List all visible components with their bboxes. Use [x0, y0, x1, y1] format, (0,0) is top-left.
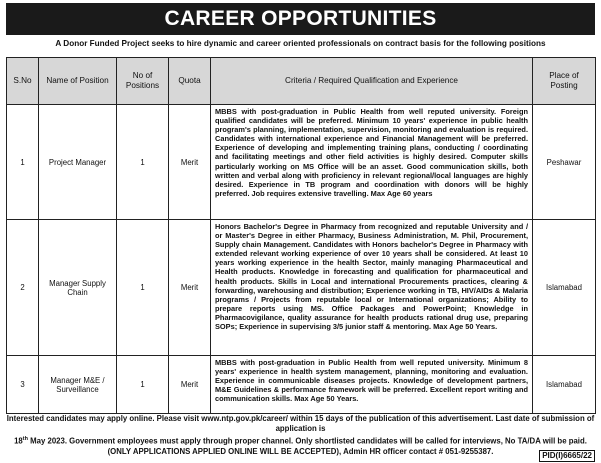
cell-place: Peshawar — [533, 105, 596, 220]
cell-position: Manager M&E / Surveillance — [39, 356, 117, 414]
cell-criteria: Honors Bachelor's Degree in Pharmacy from recognized and reputable University and / or Master's Degree in either Pharmacy, Business Administration, M. Phil, Procurement, Supply chain Management. Candidates with Honors bachelor's Degree in Pharmacy with extended relevant working experience of over 10 years shall be considered. At least 10 years working experience in the health Sector, mainly managing Pharmaceutical and Health products. Knowledge in forecasting and qualification for pharmaceutical and health products. Skills in Local and international Procurements practices, clearing & forwarding, warehousing and distribution; Experience working in TB, HIV/AIDs & Malaria programs / Projects from reputable local or International organizations; Ability to prepare reports using MS. Office Packages and PowerPoint; Knowledge in Pharmacovigilance, quality assurance for health products rational drug use, preparing SOPs; Experience in supervising 3/5 junior staff & mentoring. Max Age 50 Years. — [211, 220, 533, 356]
cell-position: Project Manager — [39, 105, 117, 220]
footer-line-1: Interested candidates may apply online. Please visit www.ntp.gov.pk/career/ within 15 days of the publication of this advertisement. Last date of submission of application is — [6, 414, 595, 434]
cell-sno: 3 — [7, 356, 39, 414]
cell-criteria: MBBS with post-graduation in Public Health from well reputed university. Foreign qualified candidates will be preferred. Minimum 10 years' experience in public health program's planning, implementation, supervision, monitoring and evaluation is required. Candidates with international experience and Financial Management will be preferred. Experience of developing and implementing training plans, conducting / coordinating and facilitating meetings and other field activities is highly desired. Computer skills particularly working on MS Office will be an asset. Good communication skills, both written and verbal along with proficiency in relevant regional/local languages are highly desired. Experience in TB program and coordination with donors will be highly preferred. Job requires extensive travelling. Max Age 60 years — [211, 105, 533, 220]
cell-quota: Merit — [169, 356, 211, 414]
application-instructions — [6, 414, 595, 457]
cell-place: Islamabad — [533, 220, 596, 356]
cell-count: 1 — [117, 105, 169, 220]
table-header-row — [7, 58, 596, 105]
column-header-place: Place of Posting — [533, 58, 596, 105]
cell-count: 1 — [117, 220, 169, 356]
positions-table — [6, 57, 596, 414]
table-row — [7, 356, 596, 414]
deadline-day: 18 — [14, 437, 23, 446]
pid-badge: PID(I)6665/22 — [539, 450, 595, 462]
cell-quota: Merit — [169, 105, 211, 220]
cell-sno: 2 — [7, 220, 39, 356]
table-row — [7, 105, 596, 220]
footer-line-2: May 2023. Government employees must apply through proper channel. Only shortlisted candidates will be called for interviews, No TA/DA will be paid. — [27, 437, 587, 446]
column-header-count: No of Positions — [117, 58, 169, 105]
cell-position: Manager Supply Chain — [39, 220, 117, 356]
deadline-day-suffix: th — [22, 436, 28, 443]
cell-quota: Merit — [169, 220, 211, 356]
intro-text: A Donor Funded Project seeks to hire dynamic and career oriented professionals on contract basis for the following positions — [55, 39, 546, 48]
column-header-sno: S.No — [7, 58, 39, 105]
cell-place: Islamabad — [533, 356, 596, 414]
footer-line-3: (ONLY APPLICATIONS APPLIED ONLINE WILL BE ACCEPTED), Admin HR officer contact # 051-9255387. — [107, 447, 494, 457]
column-header-position: Name of Position — [39, 58, 117, 105]
cell-criteria: MBBS with post-graduation in Public Health from well reputed university. Minimum 8 years' experience in health system management, planning, monitoring and evaluation. Experience in communicable diseases projects. Knowledge of development partners, M&E Guidelines & performance framework will be preferred. Excellent report writing and communication skills. Max Age 50 Years. — [211, 356, 533, 414]
column-header-quota: Quota — [169, 58, 211, 105]
page-title: CAREER OPPORTUNITIES — [6, 3, 595, 35]
column-header-criteria: Criteria / Required Qualification and Experience — [211, 58, 533, 105]
table-row — [7, 220, 596, 356]
cell-count: 1 — [117, 356, 169, 414]
cell-sno: 1 — [7, 105, 39, 220]
